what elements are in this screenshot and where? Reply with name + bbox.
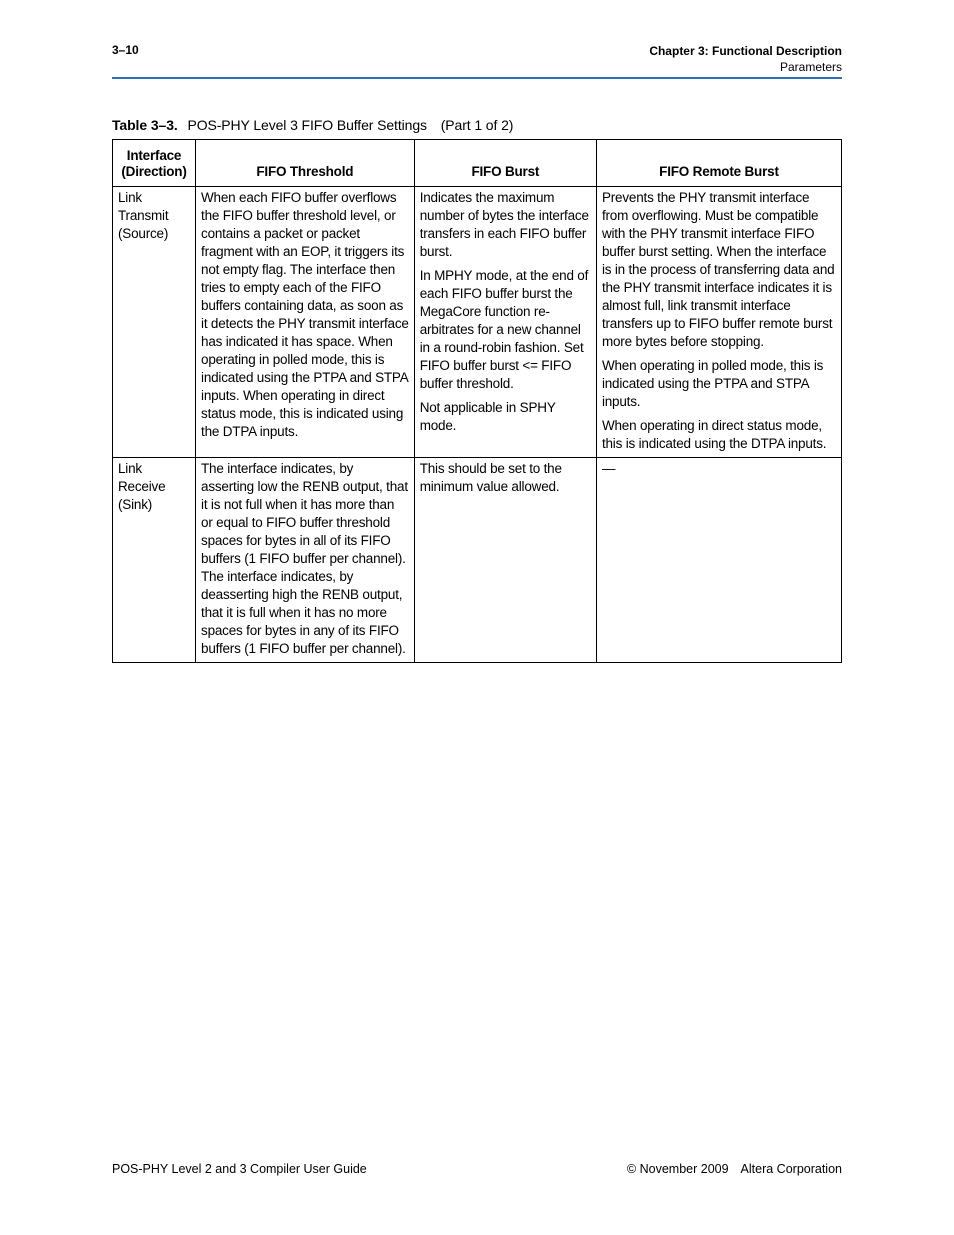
section-title: Parameters	[779, 60, 842, 74]
interface-label: Link Receive (Sink)	[118, 461, 166, 512]
header-interface-line2: (Direction)	[121, 164, 187, 179]
cell-interface	[113, 187, 196, 458]
fifo-buffer-settings-table	[112, 139, 842, 663]
burst-paragraph: This should be set to the minimum value allowed.	[419, 461, 562, 494]
cell-threshold	[196, 187, 415, 458]
table-caption-part: (Part 1 of 2)	[440, 117, 514, 133]
footer-company: Altera Corporation	[740, 1162, 842, 1176]
header-fifo-burst: FIFO Burst	[414, 140, 596, 187]
cell-remote-burst	[596, 458, 841, 663]
running-header	[649, 43, 842, 75]
burst-paragraph: In MPHY mode, at the end of each FIFO buffer burst the MegaCore function re-arbitrates for a new channel in a round-robin fashion. Set FIFO buffer burst <= FIFO buffer threshold.	[419, 268, 589, 391]
burst-paragraph: Not applicable in SPHY mode.	[419, 400, 556, 433]
interface-label: Link Transmit (Source)	[118, 190, 169, 241]
cell-burst	[414, 458, 596, 663]
table-header-row	[113, 140, 842, 187]
header-fifo-remote-burst: FIFO Remote Burst	[596, 140, 841, 187]
header-interface	[113, 140, 196, 187]
page-number: 3–10	[112, 43, 139, 57]
footer-date: © November 2009	[626, 1162, 729, 1176]
table-caption	[112, 117, 513, 133]
cell-burst	[414, 187, 596, 458]
threshold-paragraph: The interface indicates, by asserting low the RENB output, that it is not full when it has more than or equal to FIFO buffer threshold spaces for bytes in all of its FIFO buffers (1 FIFO buffer per channel). The interface indicates, by deasserting high the RENB output, that it is full when it has no more spaces for bytes in any of its FIFO buffers (1 FIFO buffer per channel).	[201, 461, 408, 656]
header-rule	[112, 77, 842, 79]
cell-interface	[113, 458, 196, 663]
chapter-title: Chapter 3: Functional Description	[649, 44, 842, 58]
remote-burst-paragraph: Prevents the PHY transmit interface from overflowing. Must be compatible with the PHY transmit interface FIFO buffer burst setting. When the interface is in the process of transferring data and the PHY transmit interface indicates it is almost full, link transmit interface transfers up to FIFO buffer remote burst more bytes before stopping.	[601, 190, 835, 349]
remote-burst-dash: —	[601, 461, 616, 476]
remote-burst-paragraph: When operating in polled mode, this is indicated using the PTPA and STPA inputs.	[601, 358, 824, 409]
table-caption-title: POS-PHY Level 3 FIFO Buffer Settings	[187, 117, 427, 133]
burst-paragraph: Indicates the maximum number of bytes the interface transfers in each FIFO buffer burst.	[419, 190, 589, 259]
cell-remote-burst	[596, 187, 841, 458]
table-row	[113, 187, 842, 458]
footer-copyright	[627, 1162, 842, 1176]
remote-burst-paragraph: When operating in direct status mode, this is indicated using the DTPA inputs.	[601, 418, 827, 451]
header-interface-line1: Interface	[126, 148, 182, 163]
threshold-paragraph: When each FIFO buffer overflows the FIFO buffer threshold level, or contains a packet or packet fragment with an EOP, it triggers its not empty flag. The interface then tries to empty each of the FIFO buffers containing data, as soon as it detects the PHY transmit interface has indicated it has space. When operating in polled mode, this is indicated using the PTPA and STPA inputs. When operating in direct status mode, this is indicated using the DTPA inputs.	[201, 190, 409, 439]
footer-guide-title: POS-PHY Level 2 and 3 Compiler User Guide	[112, 1162, 367, 1176]
header-fifo-threshold: FIFO Threshold	[196, 140, 415, 187]
table-row	[113, 458, 842, 663]
cell-threshold	[196, 458, 415, 663]
table-caption-label: Table 3–3.	[112, 117, 178, 133]
